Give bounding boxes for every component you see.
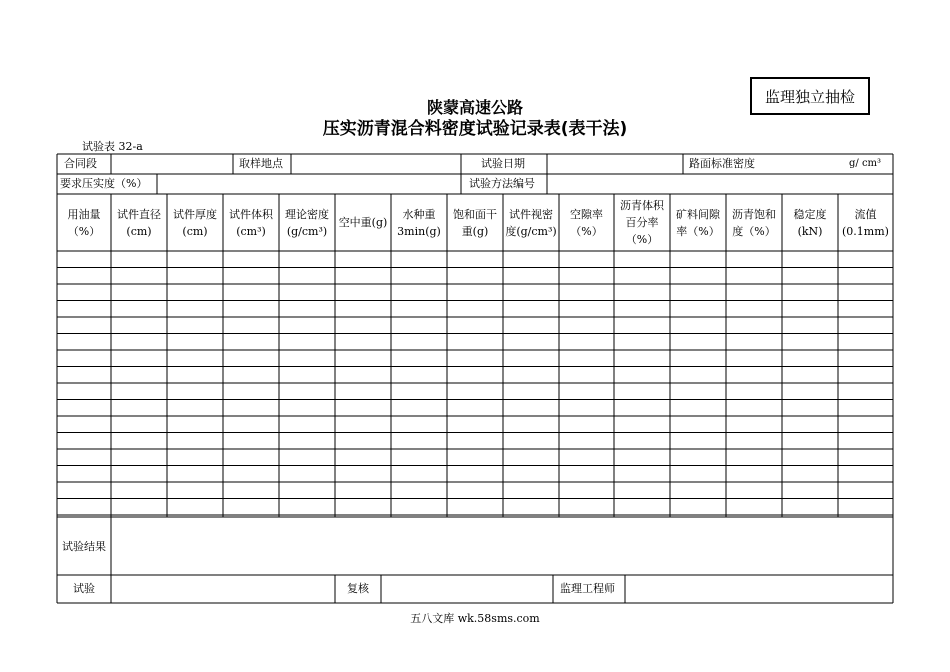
label-contract: 合同段 [64,157,97,170]
column-header-10: 空隙率（%） [570,207,603,238]
inspection-stamp: 监理独立抽检 [750,77,870,115]
label-test-result: 试验结果 [62,539,106,553]
column-header-8: 饱和面干重(g) [453,207,497,238]
label-supervising-engineer: 监理工程师 [560,582,615,595]
label-compaction: 要求压实度（%） [60,177,148,190]
form-number: 试验表 32-a [82,140,143,153]
label-test-date: 试验日期 [481,157,525,170]
column-header-1: 用油量（%） [67,207,101,238]
column-header-2: 试件直径(cm) [117,207,161,238]
column-header-6: 空中重(g) [338,216,388,229]
std-density-unit: g/ cm³ [849,158,882,169]
title-line2: 压实沥青混合料密度试验记录表(表干法) [322,119,628,139]
column-header-9: 试件视密度(g/cm³) [505,207,557,238]
title-line1: 陕蒙高速公路 [426,98,523,117]
column-header-12: 矿料间隙率（%） [676,207,720,238]
column-header-4: 试件体积(cm³) [229,207,273,238]
label-method-no: 试验方法编号 [469,177,535,190]
label-tester: 试验 [73,582,95,595]
column-header-14: 稳定度(kN) [793,207,827,238]
column-header-15: 流值(0.1mm) [842,207,889,238]
column-header-5: 理论密度(g/cm³) [285,207,329,238]
label-sampling-site: 取样地点 [239,157,283,170]
column-header-13: 沥青饱和度（%） [732,207,776,238]
column-header-7: 水种重3min(g) [397,207,441,238]
column-header-11: 沥青体积百分率（%） [620,199,664,246]
label-reviewer: 复核 [347,582,369,595]
column-header-3: 试件厚度(cm) [173,207,217,238]
footer-watermark: 五八文库 wk.58sms.com [410,612,540,625]
label-std-density: 路面标准密度 [689,157,755,170]
